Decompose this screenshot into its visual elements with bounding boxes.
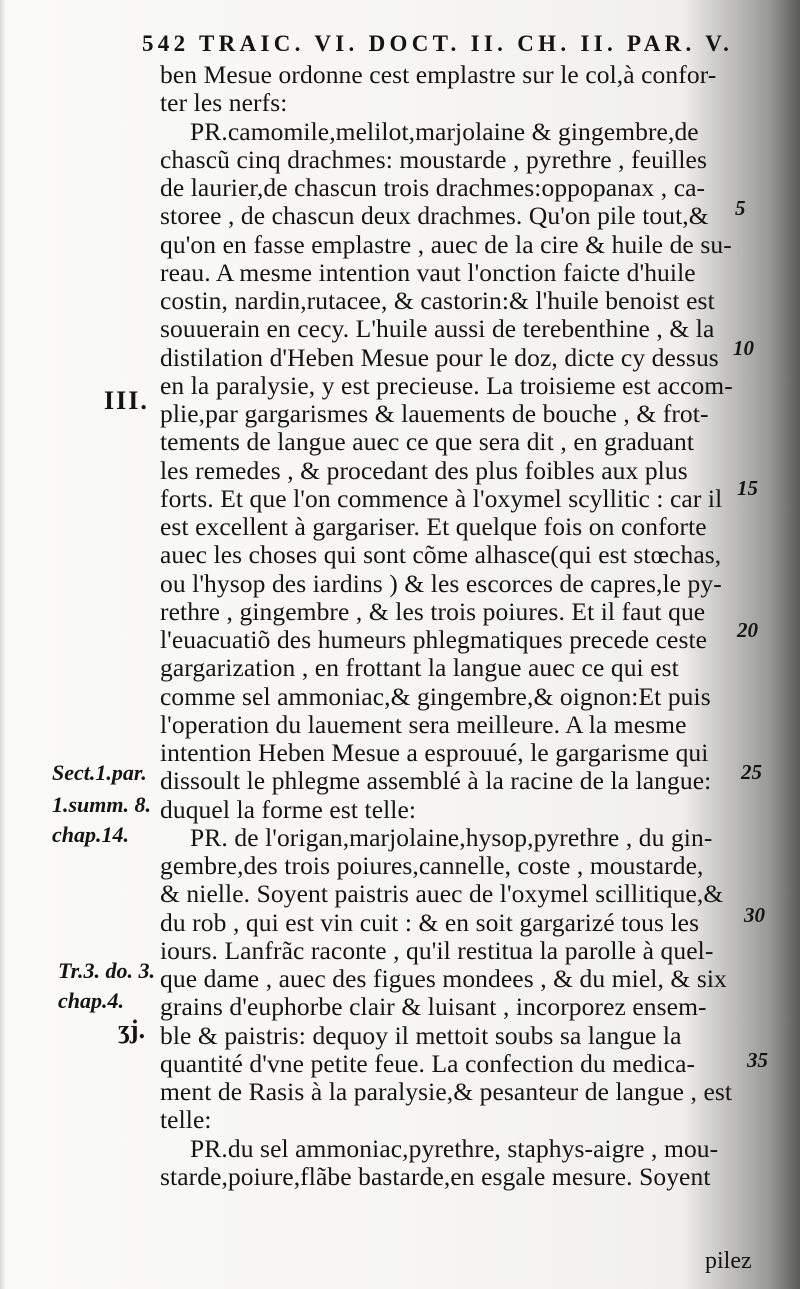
text-line: est excellent à gargariser. Et quelque fois on conforte xyxy=(160,512,707,541)
text-line: reau. A mesme intention vaut l'onction faicte d'huile xyxy=(160,257,696,287)
text-line: telle: xyxy=(160,1105,212,1135)
text-line: distilation d'Heben Mesue pour le doz, dicte cy dessus xyxy=(160,342,719,372)
text-line: PR. de l'origan,marjolaine,hysop,pyrethre , du gin- xyxy=(190,822,713,852)
section-marker: III. xyxy=(104,386,149,415)
text-line: PR.camomile,melilot,marjolaine & gingembre,de xyxy=(190,116,699,146)
side-note-sect: Sect.1.par. xyxy=(52,760,147,785)
text-line: gembre,des trois poiures,cannelle, coste , moustarde, xyxy=(160,851,704,880)
side-note-chap14: chap.14. xyxy=(52,822,129,847)
text-line: chascũ cinq drachmes: moustarde , pyrethre , feuilles xyxy=(160,144,707,174)
side-note-chap4: chap.4. xyxy=(58,988,124,1013)
side-note-tr: Tr.3. do. 3. xyxy=(58,958,155,983)
side-note-ij: ʒj. xyxy=(118,1015,146,1044)
text-line: storee , de chascun deux drachmes. Qu'on pile tout,& xyxy=(160,201,709,231)
text-line: grains d'euphorbe clair & luisant , incorporez ensem- xyxy=(160,992,707,1022)
line-number-30: 30 xyxy=(744,903,765,927)
line-number-35: 35 xyxy=(747,1048,768,1072)
text-line: ben Mesue ordonne cest emplastre sur le col,à confor- xyxy=(160,60,717,89)
catchword: pilez xyxy=(705,1248,752,1274)
side-note-summ: 1.summ. 8. xyxy=(52,792,152,817)
text-line: auec les choses qui sont cõme alhasce(qui est stœchas, xyxy=(160,540,722,570)
text-line: forts. Et que l'on commence à l'oxymel scyllitic : car il xyxy=(160,483,723,513)
text-line: dissoult le phlegme assemblé à la racine de la langue: xyxy=(160,766,712,796)
text-line: rethre , gingembre , & les trois poiures. Et il faut que xyxy=(160,596,706,626)
text-line: en la paralysie, y est precieuse. La troisieme est accom- xyxy=(160,370,733,400)
text-line: ble & paistris: dequoy il mettoit soubs sa langue la xyxy=(160,1020,682,1050)
page-gutter-shadow xyxy=(0,0,6,1289)
text-line: ter les nerfs: xyxy=(160,88,288,118)
text-line: du rob , qui est vin cuit : & en soit gargarizé tous les xyxy=(160,907,700,937)
text-line: plie,par gargarismes & lauements de bouche , & frot- xyxy=(160,399,709,428)
text-line: costin, nardin,rutacee, & castorin:& l'huile benoist est xyxy=(160,286,715,315)
text-line: qu'on en fasse emplastre , auec de la cire & huile de su- xyxy=(160,229,732,259)
text-line: l'euacuatiõ des humeurs phlegmatiques precede ceste xyxy=(160,625,708,654)
line-number-5: 5 xyxy=(735,196,746,220)
text-line: comme sel ammoniac,& gingembre,& oignon:Et puis xyxy=(160,681,711,711)
text-line: de laurier,de chascun trois drachmes:oppopanax , ca- xyxy=(160,173,706,202)
text-line: souuerain en cecy. L'huile aussi de terebenthine , & la xyxy=(160,314,715,344)
text-line: tements de langue auec ce que sera dit , en graduant xyxy=(160,427,695,457)
text-line: ou l'hysop des iardins ) & les escorces de capres,le py- xyxy=(160,568,722,598)
text-line: l'operation du lauement sera meilleure. A la mesme xyxy=(160,709,687,739)
text-line: iours. Lanfrãc raconte , qu'il restitua la parolle à quel- xyxy=(160,935,714,965)
text-line: intention Heben Mesue a esprouué, le gargarisme qui xyxy=(160,738,709,767)
line-number-10: 10 xyxy=(733,336,754,360)
line-number-15: 15 xyxy=(737,476,758,500)
line-number-20: 20 xyxy=(737,618,758,642)
text-line: gargarization , en frottant la langue auec ce qui est xyxy=(160,653,679,683)
text-line: les remedes , & procedant des plus foibles aux plus xyxy=(160,455,688,485)
text-line: que dame , auec des figues mondees , & du miel, & six xyxy=(160,964,727,993)
text-line: duquel la forme est telle: xyxy=(160,794,417,824)
running-header: 542 TRAIC. VI. DOCT. II. CH. II. PAR. V. xyxy=(142,31,734,56)
line-number-25: 25 xyxy=(741,760,762,784)
text-line: quantité d'vne petite feue. La confection du medica- xyxy=(160,1048,696,1078)
text-line: starde,poiure,flãbe bastarde,en esgale mesure. Soyent xyxy=(160,1161,711,1191)
text-line: & nielle. Soyent paistris auec de l'oxymel scillitique,& xyxy=(160,879,724,909)
text-line: PR.du sel ammoniac,pyrethre, staphys-aigre , mou- xyxy=(190,1133,719,1163)
text-line: ment de Rasis à la paralysie,& pesanteur de langue , est xyxy=(160,1077,733,1106)
